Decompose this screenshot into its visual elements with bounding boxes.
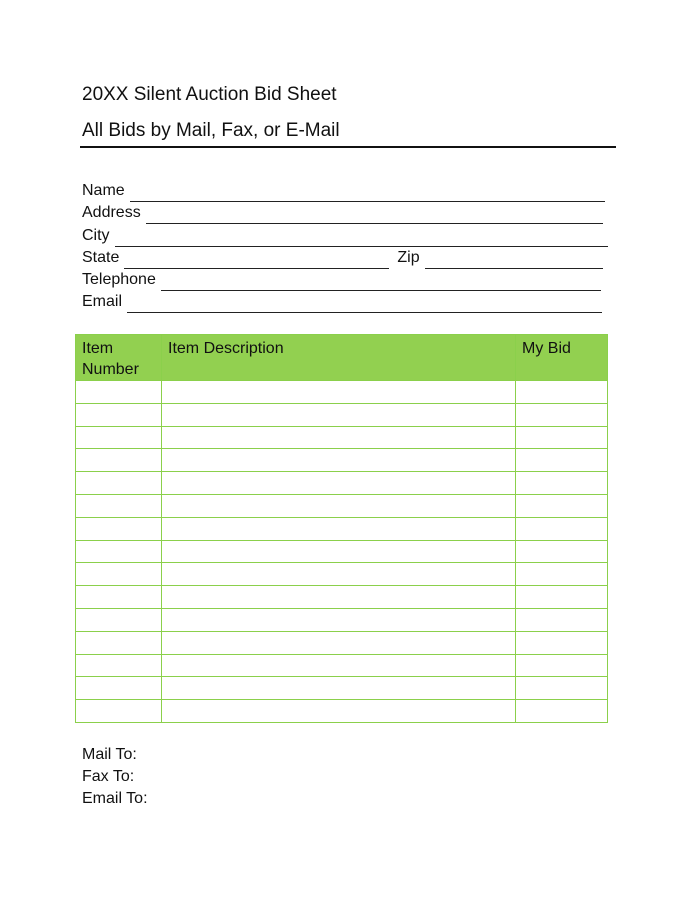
my-bid-cell[interactable] <box>516 700 608 723</box>
item-description-cell[interactable] <box>162 700 516 723</box>
col-item-description: Item Description <box>162 335 516 381</box>
table-row <box>76 586 608 609</box>
item-description-cell[interactable] <box>162 426 516 449</box>
address-label: Address <box>82 204 141 221</box>
table-row <box>76 631 608 654</box>
item-description-cell[interactable] <box>162 586 516 609</box>
my-bid-cell[interactable] <box>516 677 608 700</box>
title-divider <box>80 146 616 148</box>
item-description-cell[interactable] <box>162 677 516 700</box>
fax-to-label: Fax To: <box>82 768 135 785</box>
telephone-label: Telephone <box>82 271 156 288</box>
state-label: State <box>82 249 120 266</box>
item-number-cell[interactable] <box>76 631 162 654</box>
table-row <box>76 381 608 404</box>
table-row <box>76 403 608 426</box>
my-bid-cell[interactable] <box>516 586 608 609</box>
city-line[interactable] <box>115 231 608 247</box>
item-number-cell[interactable] <box>76 403 162 426</box>
email-label: Email <box>82 293 123 310</box>
my-bid-cell[interactable] <box>516 449 608 472</box>
email-line[interactable] <box>127 297 602 313</box>
item-description-cell[interactable] <box>162 472 516 495</box>
item-number-cell[interactable] <box>76 426 162 449</box>
name-label: Name <box>82 182 125 199</box>
bid-table <box>75 334 608 723</box>
item-number-cell[interactable] <box>76 494 162 517</box>
item-number-cell[interactable] <box>76 654 162 677</box>
state-line[interactable] <box>124 253 389 269</box>
table-row <box>76 449 608 472</box>
telephone-line[interactable] <box>161 275 601 291</box>
item-number-cell[interactable] <box>76 608 162 631</box>
item-description-cell[interactable] <box>162 494 516 517</box>
item-number-cell[interactable] <box>76 517 162 540</box>
zip-line[interactable] <box>425 253 603 269</box>
telephone-field[interactable] <box>82 269 601 291</box>
item-number-cell[interactable] <box>76 472 162 495</box>
my-bid-cell[interactable] <box>516 631 608 654</box>
bid-table-header <box>76 335 608 381</box>
item-number-cell[interactable] <box>76 586 162 609</box>
my-bid-cell[interactable] <box>516 426 608 449</box>
table-row <box>76 700 608 723</box>
my-bid-cell[interactable] <box>516 403 608 426</box>
item-description-cell[interactable] <box>162 403 516 426</box>
item-description-cell[interactable] <box>162 563 516 586</box>
city-field[interactable] <box>82 225 608 247</box>
table-row <box>76 517 608 540</box>
page-title: 20XX Silent Auction Bid Sheet <box>82 84 337 105</box>
item-description-cell[interactable] <box>162 654 516 677</box>
email-to-label: Email To: <box>82 790 148 807</box>
item-description-cell[interactable] <box>162 540 516 563</box>
item-description-cell[interactable] <box>162 449 516 472</box>
table-row <box>76 677 608 700</box>
table-row <box>76 494 608 517</box>
my-bid-cell[interactable] <box>516 381 608 404</box>
item-description-cell[interactable] <box>162 608 516 631</box>
table-row <box>76 472 608 495</box>
item-number-cell[interactable] <box>76 540 162 563</box>
my-bid-cell[interactable] <box>516 563 608 586</box>
email-field[interactable] <box>82 291 602 313</box>
my-bid-cell[interactable] <box>516 540 608 563</box>
item-number-cell[interactable] <box>76 563 162 586</box>
item-number-cell[interactable] <box>76 449 162 472</box>
state-zip-field[interactable] <box>82 247 603 269</box>
my-bid-cell[interactable] <box>516 608 608 631</box>
item-description-cell[interactable] <box>162 631 516 654</box>
zip-label: Zip <box>397 249 420 266</box>
my-bid-cell[interactable] <box>516 472 608 495</box>
item-number-cell[interactable] <box>76 677 162 700</box>
table-row <box>76 563 608 586</box>
name-line[interactable] <box>130 186 605 202</box>
my-bid-cell[interactable] <box>516 517 608 540</box>
item-number-cell[interactable] <box>76 381 162 404</box>
my-bid-cell[interactable] <box>516 494 608 517</box>
bid-table-body <box>76 381 608 723</box>
item-number-cell[interactable] <box>76 700 162 723</box>
table-row <box>76 654 608 677</box>
table-row <box>76 426 608 449</box>
mail-to-label: Mail To: <box>82 746 137 763</box>
table-row <box>76 608 608 631</box>
address-field[interactable] <box>82 202 603 224</box>
col-item-number: Item Number <box>76 335 162 381</box>
my-bid-cell[interactable] <box>516 654 608 677</box>
address-line[interactable] <box>146 208 603 224</box>
item-description-cell[interactable] <box>162 381 516 404</box>
col-my-bid: My Bid <box>516 335 608 381</box>
item-description-cell[interactable] <box>162 517 516 540</box>
name-field[interactable] <box>82 180 605 202</box>
table-row <box>76 540 608 563</box>
city-label: City <box>82 227 110 244</box>
page-subtitle: All Bids by Mail, Fax, or E-Mail <box>82 120 340 141</box>
